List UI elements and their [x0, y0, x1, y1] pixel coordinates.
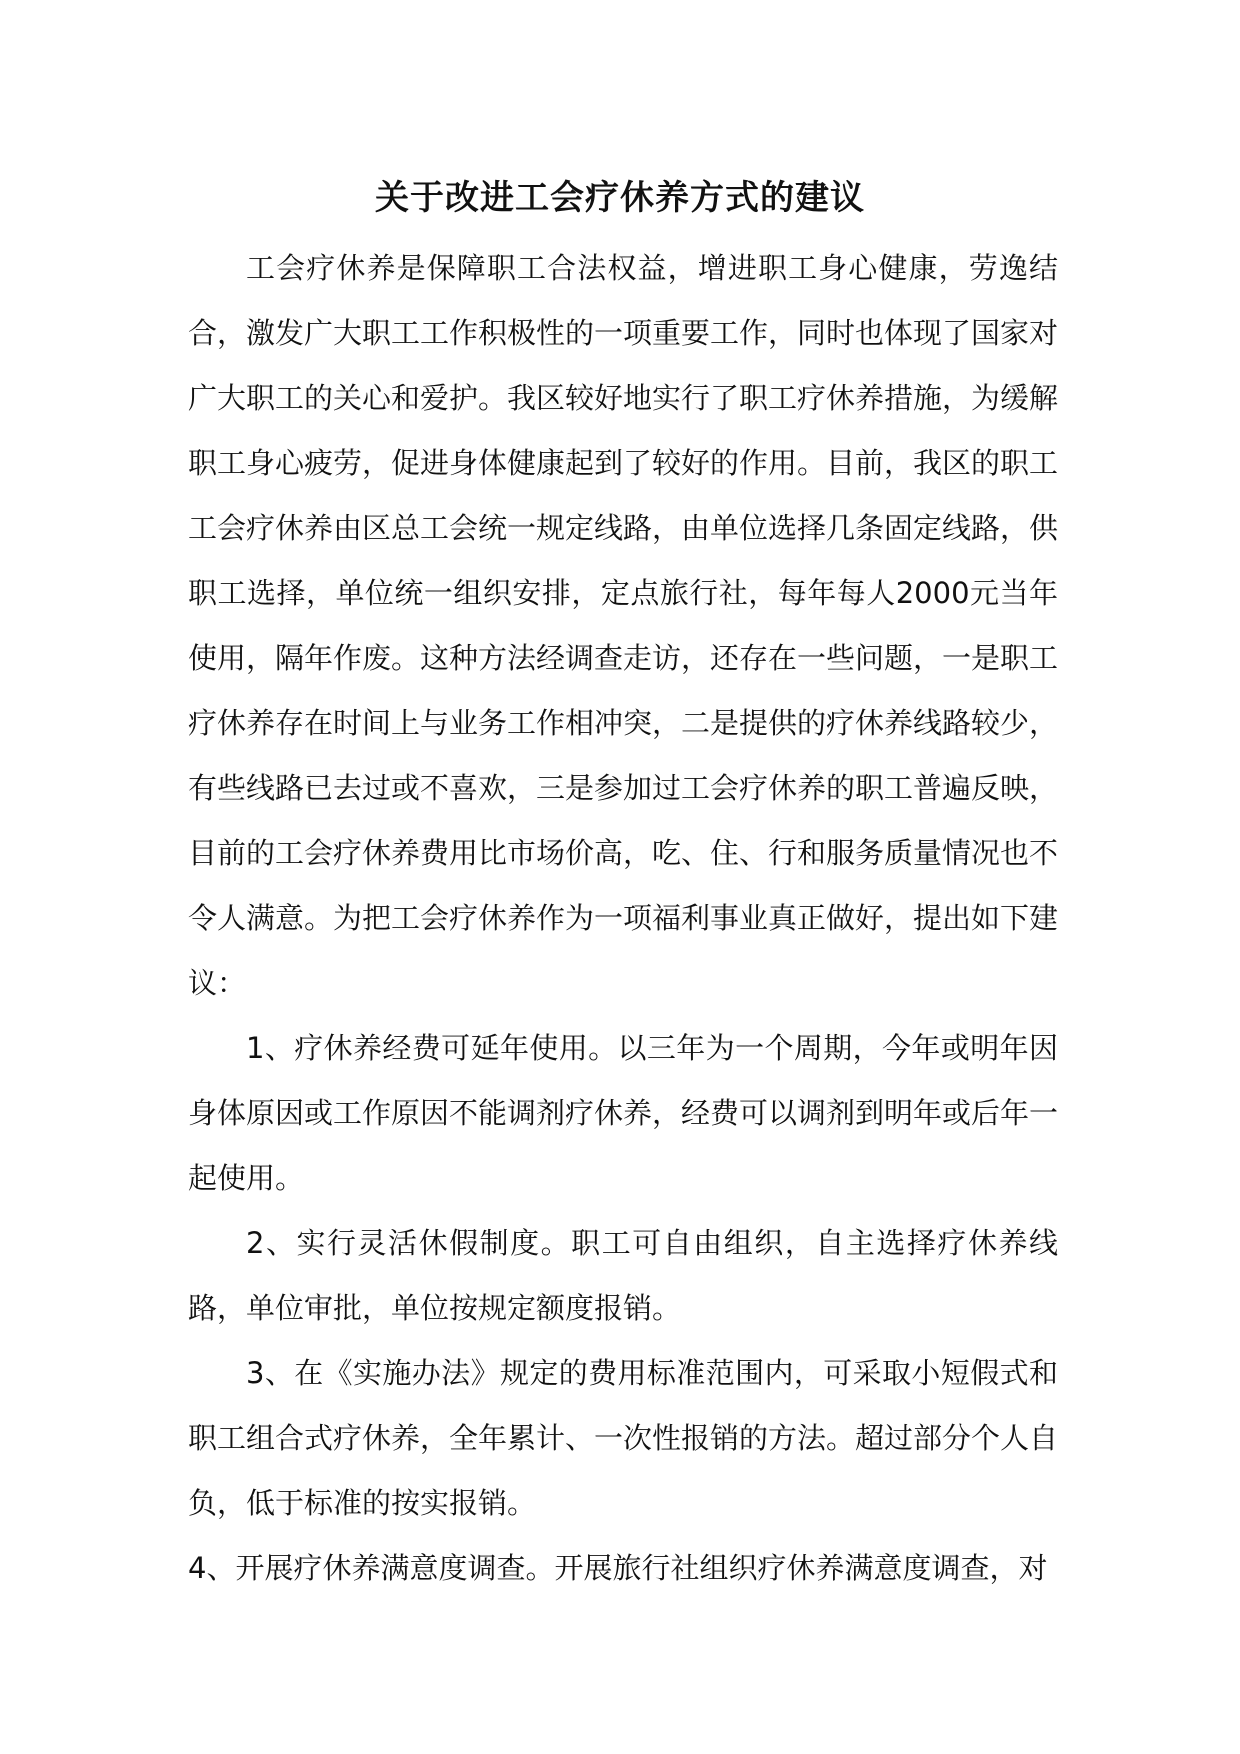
document-title: 关于改进工会疗休养方式的建议 [375, 178, 865, 218]
paragraph-intro: 工会疗休养是保障职工合法权益，增进职工身心健康，劳逸结合，激发广大职工工作积极性的一项重要工作，同时也体现了国家对广大职工的关心和爱护。我区较好地实行了职工疗休养措施，为缓解职工身心疲劳，促进身体健康起到了较好的作用。目前，我区的职工工会疗休养由区总工会统一规定线路，由单位选择几条固定线路，供职工选择，单位统一组织安排，定点旅行社，每年每人2000元当年使用，隔年作废。这种方法经调查走访，还存在一些问题，一是职工疗休养存在时间上与业务工作相冲突，二是提供的疗休养线路较少，有些线路已去过或不喜欢，三是参加过工会疗休养的职工普遍反映，目前的工会疗休养费用比市场价高，吃、住、行和服务质量情况也不令人满意。为把工会疗休养作为一项福利事业真正做好，提出如下建议： [188, 251, 1059, 1000]
document-body [188, 236, 1058, 1601]
paragraph-suggestion-3: 3、在《实施办法》规定的费用标准范围内，可采取小短假式和职工组合式疗休养，全年累计、一次性报销的方法。超过部分个人自负，低于标准的按实报销。 [188, 1356, 1059, 1520]
paragraph-suggestion-2: 2、实行灵活休假制度。职工可自由组织，自主选择疗休养线路，单位审批，单位按规定额度报销。 [188, 1226, 1058, 1325]
paragraph-suggestion-1: 1、疗休养经费可延年使用。以三年为一个周期，今年或明年因身体原因或工作原因不能调剂疗休养，经费可以调剂到明年或后年一起使用。 [188, 1031, 1059, 1195]
paragraph-suggestion-4: 4、开展疗休养满意度调查。开展旅行社组织疗休养满意度调查，对 [188, 1551, 1048, 1585]
